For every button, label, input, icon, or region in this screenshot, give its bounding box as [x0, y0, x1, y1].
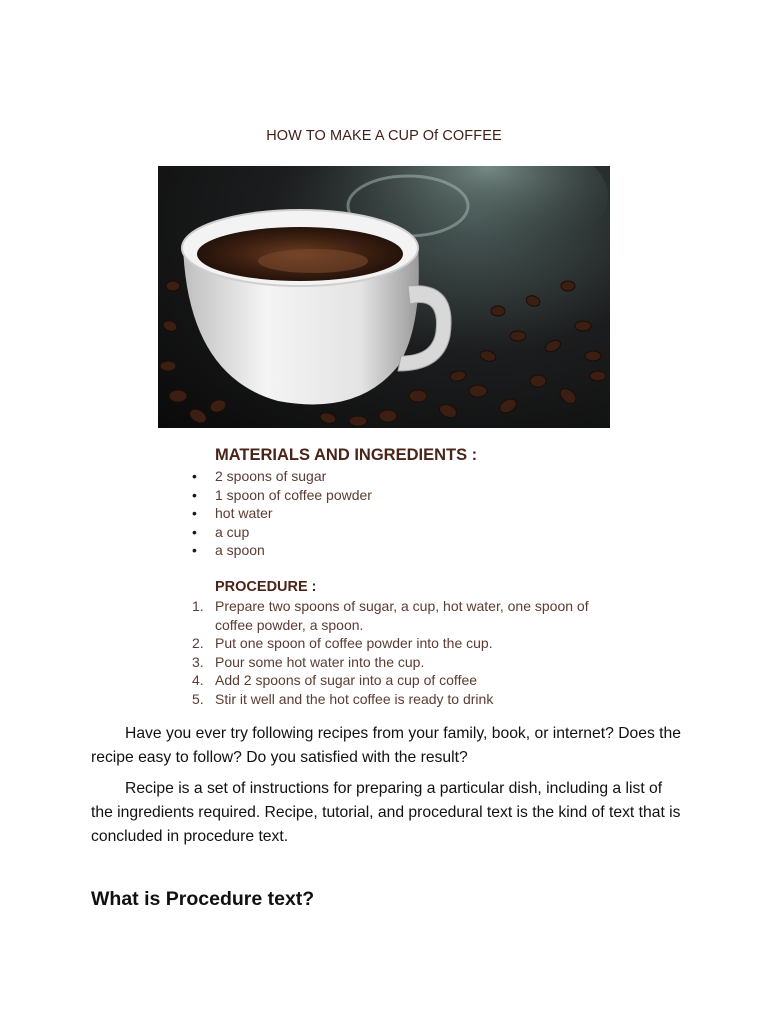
materials-list: [190, 467, 372, 560]
list-item: • a cup: [190, 523, 372, 542]
list-item: • 2 spoons of sugar: [190, 467, 372, 486]
document-title: HOW TO MAKE A CUP Of COFFEE: [266, 128, 502, 144]
list-item: • 1 spoon of coffee powder: [190, 486, 372, 505]
list-item: [190, 597, 625, 634]
list-item: [190, 671, 625, 690]
step-text: Add 2 spoons of sugar into a cup of coffee: [215, 672, 478, 689]
step-number: 1.: [192, 598, 204, 614]
section-subheading: What is Procedure text?: [91, 888, 315, 910]
coffee-cup-photo: [158, 166, 610, 428]
step-text: Pour some hot water into the cup.: [215, 653, 425, 670]
step-number: 4.: [192, 672, 204, 689]
list-item: [190, 634, 625, 653]
step-text: Stir it well and the hot coffee is ready to drink: [215, 690, 494, 707]
list-item: [190, 690, 625, 709]
step-text: Prepare two spoons of sugar, a cup, hot water, one spoon of coffee powder, a spoon.: [215, 598, 589, 633]
procedure-heading: PROCEDURE :: [215, 579, 317, 595]
recipe-definition-paragraph: Recipe is a set of instructions for preparing a particular dish, including a list of the ingredients required. Recipe, tutorial, and procedural text is the kind of text that is concluded in procedure text.: [91, 780, 681, 845]
step-number: 5.: [192, 690, 204, 707]
list-item: [190, 653, 625, 672]
procedure-list: [190, 597, 625, 708]
step-text: Put one spoon of coffee powder into the cup.: [215, 635, 493, 651]
step-number: 2.: [192, 635, 204, 651]
intro-paragraph: Have you ever try following recipes from your family, book, or internet? Does the recipe easy to follow? Do you satisfied with the result?: [91, 725, 681, 766]
step-number: 3.: [192, 653, 204, 670]
materials-heading: MATERIALS AND INGREDIENTS :: [215, 446, 478, 464]
list-item: • hot water: [190, 504, 372, 523]
list-item: • a spoon: [190, 541, 372, 560]
